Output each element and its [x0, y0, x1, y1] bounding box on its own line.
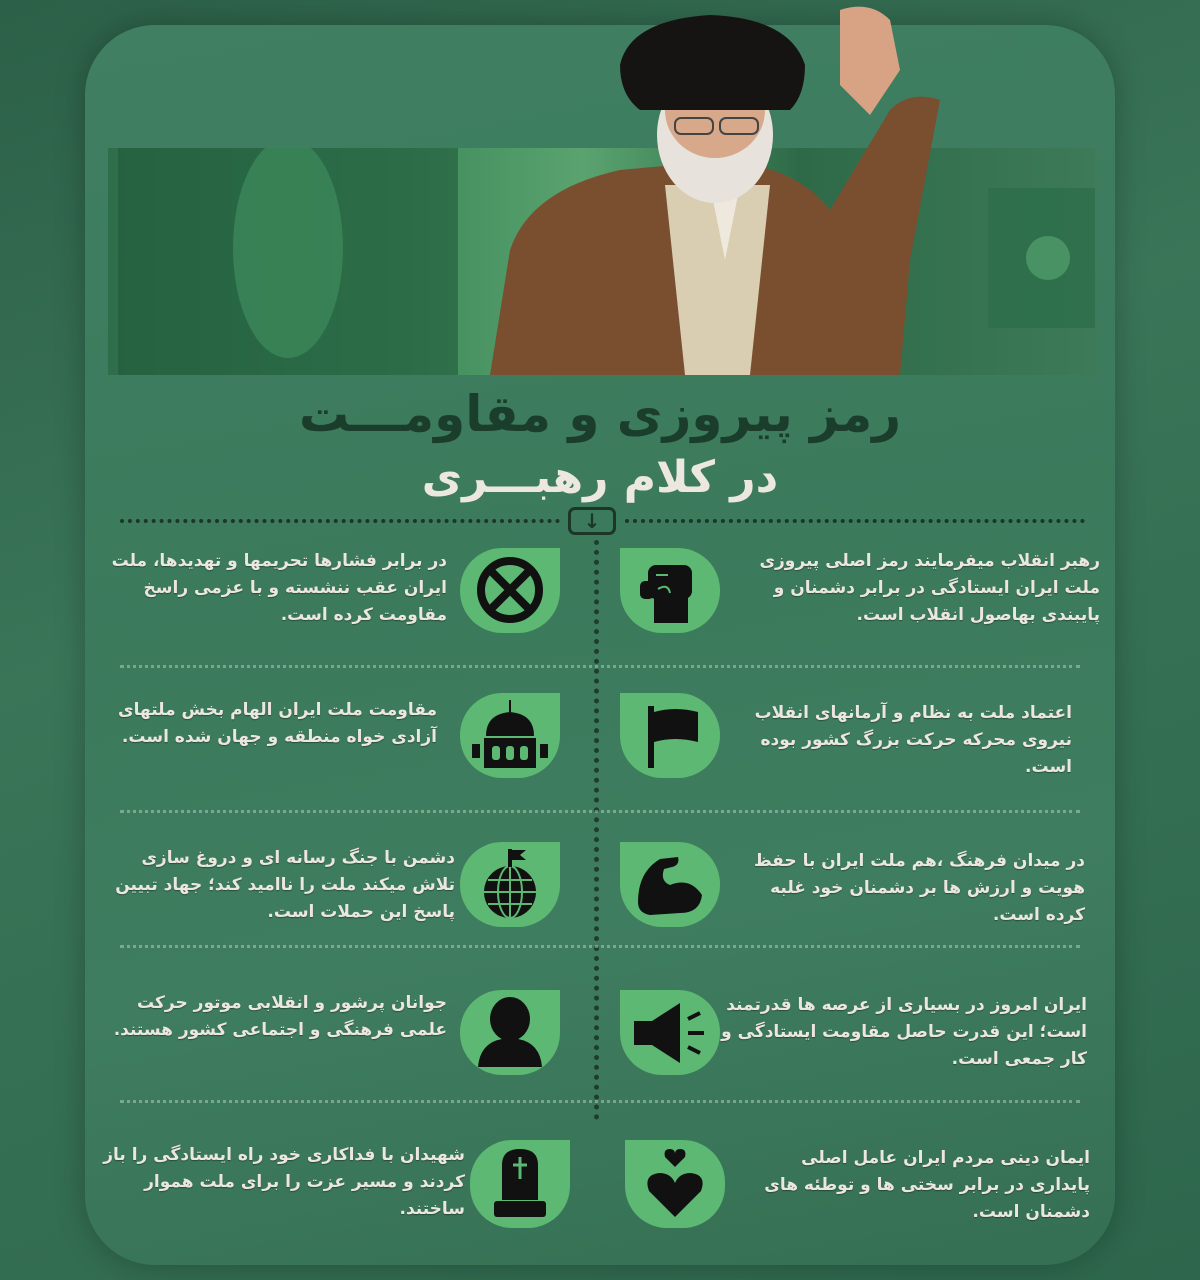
main-title: رمز پیروزی و مقاومـــت — [298, 385, 902, 443]
row-separator — [120, 945, 1080, 948]
gravestone-icon — [470, 1140, 570, 1228]
arrow-down-icon: ↓ — [568, 507, 616, 535]
row-separator — [120, 810, 1080, 813]
item-text: مقاومت ملت ایران الهام بخش ملتهای آزادی خواه منطقه و جهان شده است. — [118, 700, 437, 747]
flexed-arm-icon — [620, 842, 720, 927]
globe-flag-icon — [460, 842, 560, 927]
item-text: ایران امروز در بسیاری از عرصه ها قدرتمند است؛ این قدرت حاصل مقاومت ایستادگی و کار جمعی است. — [721, 995, 1087, 1069]
item-text: دشمن با جنگ رسانه ای و دروغ سازی تلاش میکند ملت را ناامید کند؛ جهاد تبیین پاسخ این حملات است. — [115, 848, 455, 922]
divider-dots-right — [625, 519, 1085, 523]
leader-portrait — [470, 0, 990, 375]
row-separator — [120, 665, 1080, 668]
raised-fist-icon — [620, 548, 720, 633]
item-text: رهبر انقلاب میفرمایند رمز اصلی پیروزی ملت ایران ایستادگی در برابر دشمنان و پایبندی بهاصول انقلاب است. — [759, 551, 1100, 625]
item-text: اعتماد ملت به نظام و آرمانهای انقلاب نیروی محرکه حرکت بزرگ کشور بوده است. — [754, 703, 1072, 777]
hearts-icon — [625, 1140, 725, 1228]
subtitle: در کلام رهبـــری — [421, 452, 779, 503]
item-text: شهیدان با فداکاری خود راه ایستادگی را باز کردند و مسیر عزت را برای ملت هموار ساختند. — [103, 1145, 465, 1219]
row-separator — [120, 1100, 1080, 1103]
megaphone-icon — [620, 990, 720, 1075]
dome-building-icon — [460, 693, 560, 778]
item-text: ایمان دینی مردم ایران عامل اصلی پایداری در برابر سختی ها و توطئه های دشمنان است. — [764, 1148, 1090, 1222]
crossed-circle-icon — [460, 548, 560, 633]
item-text: جوانان پرشور و انقلابی موتور حرکت علمی فرهنگی و اجتماعی کشور هستند. — [113, 993, 447, 1040]
item-text: در برابر فشارها تحریمها و تهدیدها، ملت ایران عقب ننشسته و با عزمی راسخ مقاومت کرده است. — [111, 551, 447, 625]
center-divider — [594, 540, 599, 1120]
person-silhouette-icon — [460, 990, 560, 1075]
item-text: در میدان فرهنگ ،هم ملت ایران با حفظ هویت و ارزش ها بر دشمنان خود غلبه کرده است. — [753, 851, 1085, 925]
flag-icon — [620, 693, 720, 778]
divider-dots-left — [120, 519, 560, 523]
